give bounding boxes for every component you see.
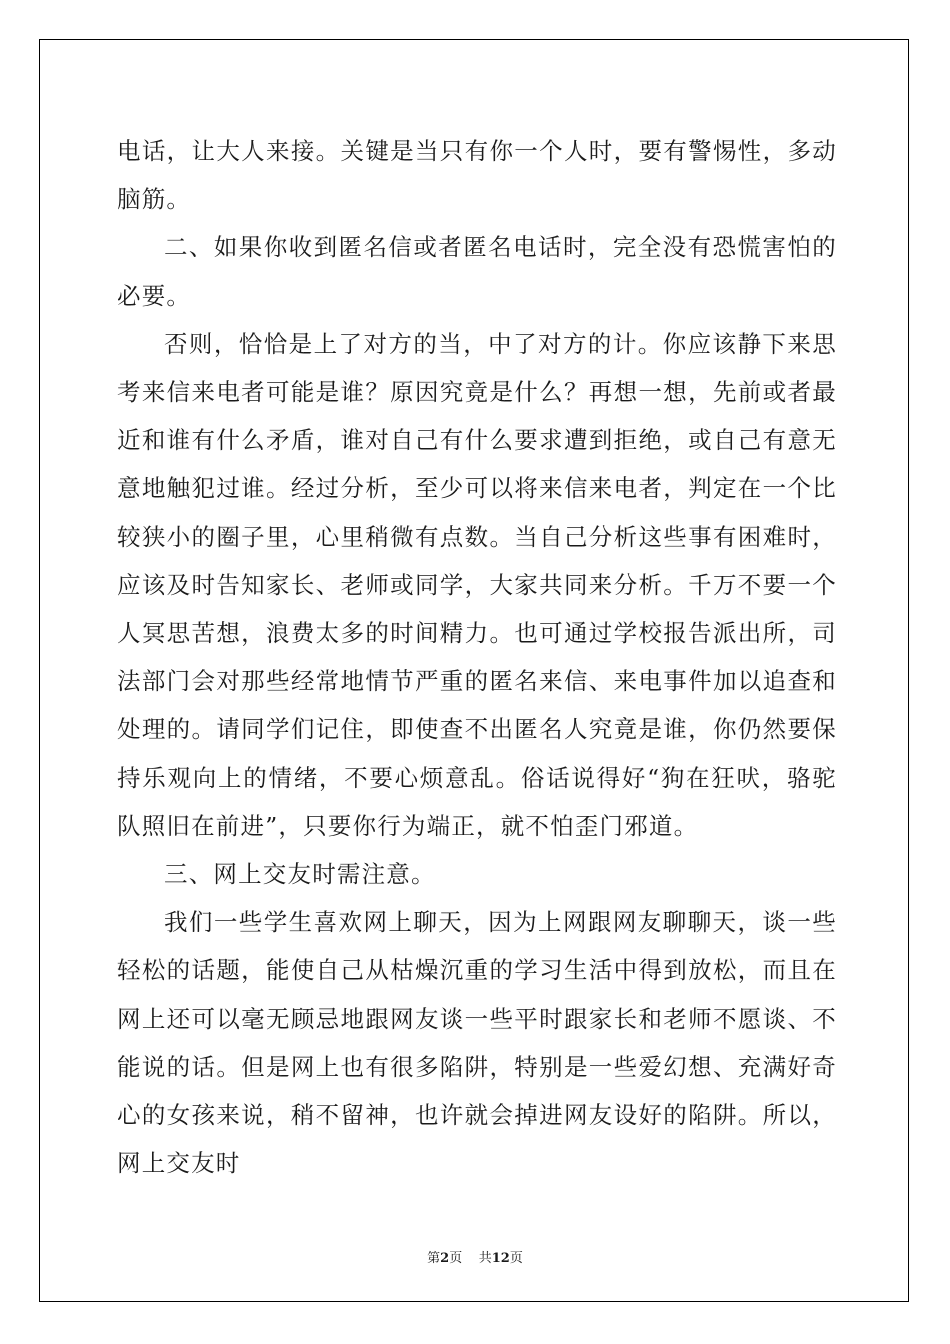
paragraph-continuation: 电话，让大人来接。关键是当只有你一个人时，要有警惕性，多动脑筋。 <box>117 137 837 214</box>
paragraph-analysis: 否则，恰恰是上了对方的当，中了对方的计。你应该静下来思考来信来电者可能是谁？原因究竟是什么？再想一想，先前或者最近和谁有什么矛盾，谁对自己有什么要求遭到拒绝，或自己有意无意地触犯过谁。经过分析，至少可以将来信来电者，判定在一个比较狭小的圈子里，心里稍微有点数。当自己分析这些事有困难时，应该及时告知家长、老师或同学，大家共同来分析。千万不要一个人冥思苦想，浪费太多的时间精力。也可通过学校报告派出所，司法部门会对那些经常地情节严重的匿名来信、来电事件加以追查和处理的。请同学们记住，即使查不出匿名人究竟是谁，你仍然要保持乐观向上的情绪，不要心烦意乱。俗话说得好“狗在狂吠，骆驼队照旧在前进”，只要你行为端正，就不怕歪门邪道。 <box>117 329 837 840</box>
footer-suffix: 页 <box>509 1251 523 1266</box>
total-pages-number: 12 <box>491 1251 510 1266</box>
paragraph-section-three-heading: 三、网上交友时需注意。 <box>164 860 436 889</box>
paragraph-online-chat: 我们一些学生喜欢网上聊天，因为上网跟网友聊聊天，谈一些轻松的话题，能使自己从枯燥沉重的学习生活中得到放松，而且在网上还可以毫无顾忌地跟网友谈一些平时跟家长和老师不愿谈、不能说的话。但是网上也有很多陷阱，特别是一些爱幻想、充满好奇心的女孩来说，稍不留神，也许就会掉进网友设好的陷阱。所以，网上交友时 <box>117 908 837 1178</box>
footer-prefix: 第 <box>427 1251 441 1266</box>
paragraph-section-two-heading: 二、如果你收到匿名信或者匿名电话时，完全没有恐慌害怕的必要。 <box>117 233 837 310</box>
document-body <box>117 127 837 1187</box>
footer-middle: 页 共 <box>449 1251 492 1266</box>
page-footer <box>0 1247 950 1266</box>
current-page-number: 2 <box>440 1251 450 1266</box>
